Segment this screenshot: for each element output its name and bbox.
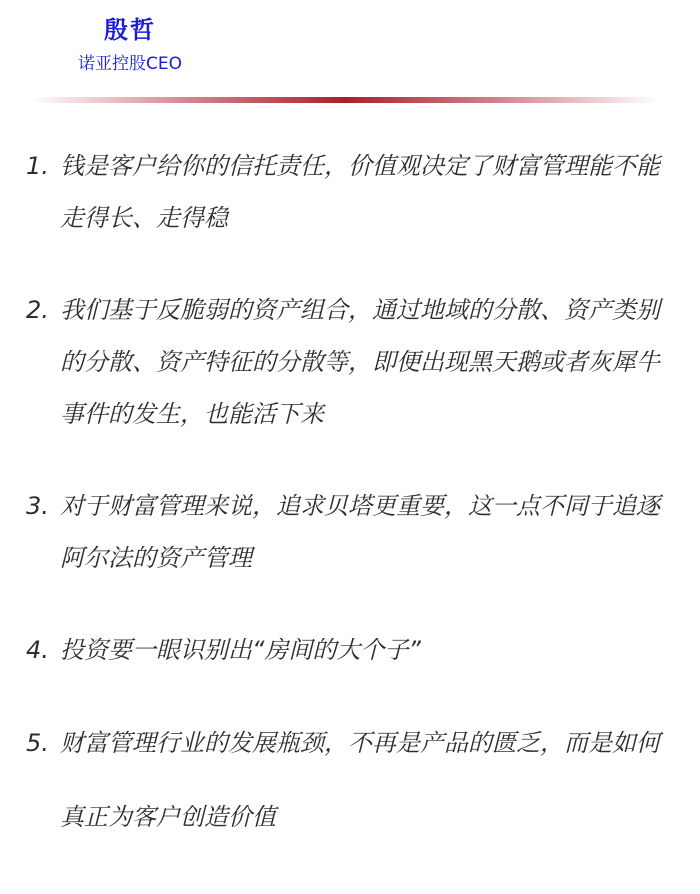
list-item (26, 706, 676, 854)
point-text: 钱是客户给你的信托责任，价值观决定了财富管理能不能走得长、走得稳 (60, 152, 660, 232)
point-text: 对于财富管理来说，追求贝塔更重要，这一点不同于追逐阿尔法的资产管理 (60, 492, 660, 572)
list-item (26, 140, 676, 244)
point-text: 财富管理行业的发展瓶颈，不再是产品的匮乏，而是如何真正为客户创造价值 (60, 729, 660, 831)
point-number: 1. (26, 152, 49, 180)
point-number: 5. (26, 729, 49, 757)
point-number: 3. (26, 492, 49, 520)
list-item (26, 480, 676, 584)
speaker-name: 殷哲 (104, 16, 156, 44)
key-points-list (26, 140, 676, 894)
header-divider (30, 97, 660, 103)
list-item (26, 284, 676, 440)
list-item (26, 624, 676, 676)
speaker-header (0, 0, 260, 90)
point-number: 4. (26, 636, 49, 664)
point-text: 我们基于反脆弱的资产组合，通过地域的分散、资产类别的分散、资产特征的分散等，即便出现黑天鹅或者灰犀牛事件的发生，也能活下来 (60, 296, 660, 428)
point-number: 2. (26, 296, 49, 324)
speaker-title: 诺亚控股CEO (78, 54, 182, 74)
point-text: 投资要一眼识别出“房间的大个子” (60, 636, 421, 664)
